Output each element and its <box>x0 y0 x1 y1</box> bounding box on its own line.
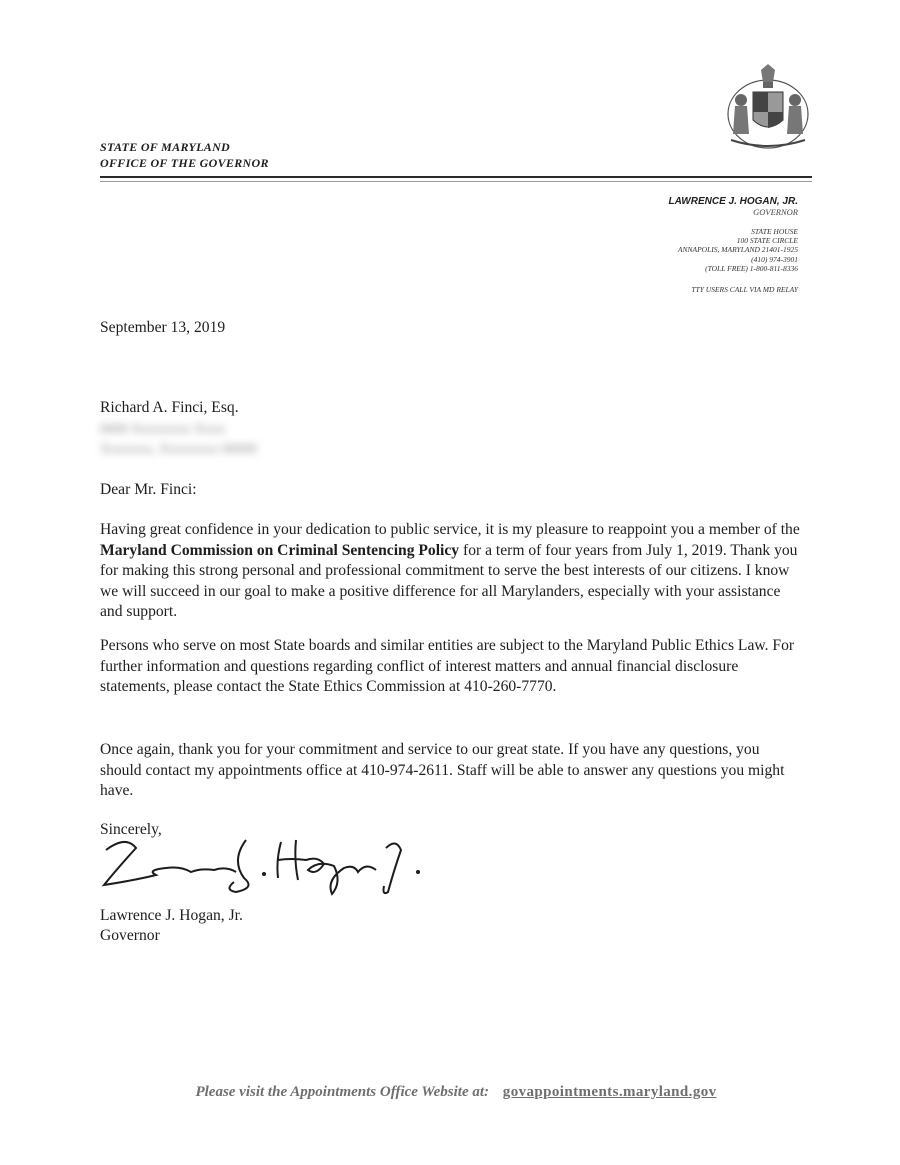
handwritten-signature <box>96 830 426 905</box>
footer-text: Please visit the Appointments Office Website at: <box>195 1084 490 1100</box>
address-line: (TOLL FREE) 1-800-811-8336 <box>705 263 798 273</box>
footer-website-link[interactable]: govappointments.maryland.gov <box>502 1084 717 1100</box>
recipient-address-redacted: 0000 Xxxxxxxx Xxxx <box>100 422 226 437</box>
letter-date: September 13, 2019 <box>100 319 226 336</box>
address-line: 100 STATE CIRCLE <box>736 236 798 246</box>
address-line: ANNAPOLIS, MARYLAND 21401-1925 <box>677 245 798 255</box>
recipient-address-redacted: Xxxxxxx, Xxxxxxxx 00000 <box>100 442 257 457</box>
paragraph-1-text-cont: for a term of four years from July 1, 2019. Thank you for making this strong personal and professional commitment to serve the best interests of our citizens. I know we will succeed in our goal to make a positive difference for all Marylanders, especially with your assistance and support. <box>100 541 798 620</box>
tty-line: TTY USERS CALL VIA MD RELAY <box>691 285 798 295</box>
recipient-name: Richard A. Finci, Esq. <box>100 399 239 416</box>
salutation: Dear Mr. Finci: <box>100 481 197 498</box>
governor-name: LAWRENCE J. HOGAN, JR. <box>668 196 798 207</box>
paragraph-3: Once again, thank you for your commitment and service to our great state. If you have any questions, you should contact my appointments office at 410-974-2611. Staff will be able to answer any questions you might have. <box>100 741 785 799</box>
address-line: (410) 974-3901 <box>751 254 798 264</box>
governor-block <box>669 196 798 294</box>
governor-title: GOVERNOR <box>753 207 798 217</box>
header-rule-thin <box>100 181 812 182</box>
state-heading: STATE OF MARYLAND <box>100 140 231 154</box>
paragraph-1 <box>100 520 800 623</box>
header-rule <box>100 176 812 178</box>
office-heading: OFFICE OF THE GOVERNOR <box>100 156 269 170</box>
footer <box>100 1084 812 1101</box>
maryland-seal-icon <box>723 62 813 152</box>
paragraph-2: Persons who serve on most State boards and similar entities are subject to the Maryland Public Ethics Law. For further information and questions regarding conflict of interest matters and annual financial disclosure statements, please contact the State Ethics Commission at 410-260-7770. <box>100 637 795 695</box>
signer-title: Governor <box>100 927 160 944</box>
paragraph-1-text: Having great confidence in your dedication to public service, it is my pleasure to reappoint you a member of the <box>100 521 800 538</box>
commission-name: Maryland Commission on Criminal Sentencing Policy <box>100 541 460 559</box>
address-line: STATE HOUSE <box>751 227 798 236</box>
signer-name: Lawrence J. Hogan, Jr. <box>100 907 243 924</box>
closing: Sincerely, <box>100 821 162 838</box>
